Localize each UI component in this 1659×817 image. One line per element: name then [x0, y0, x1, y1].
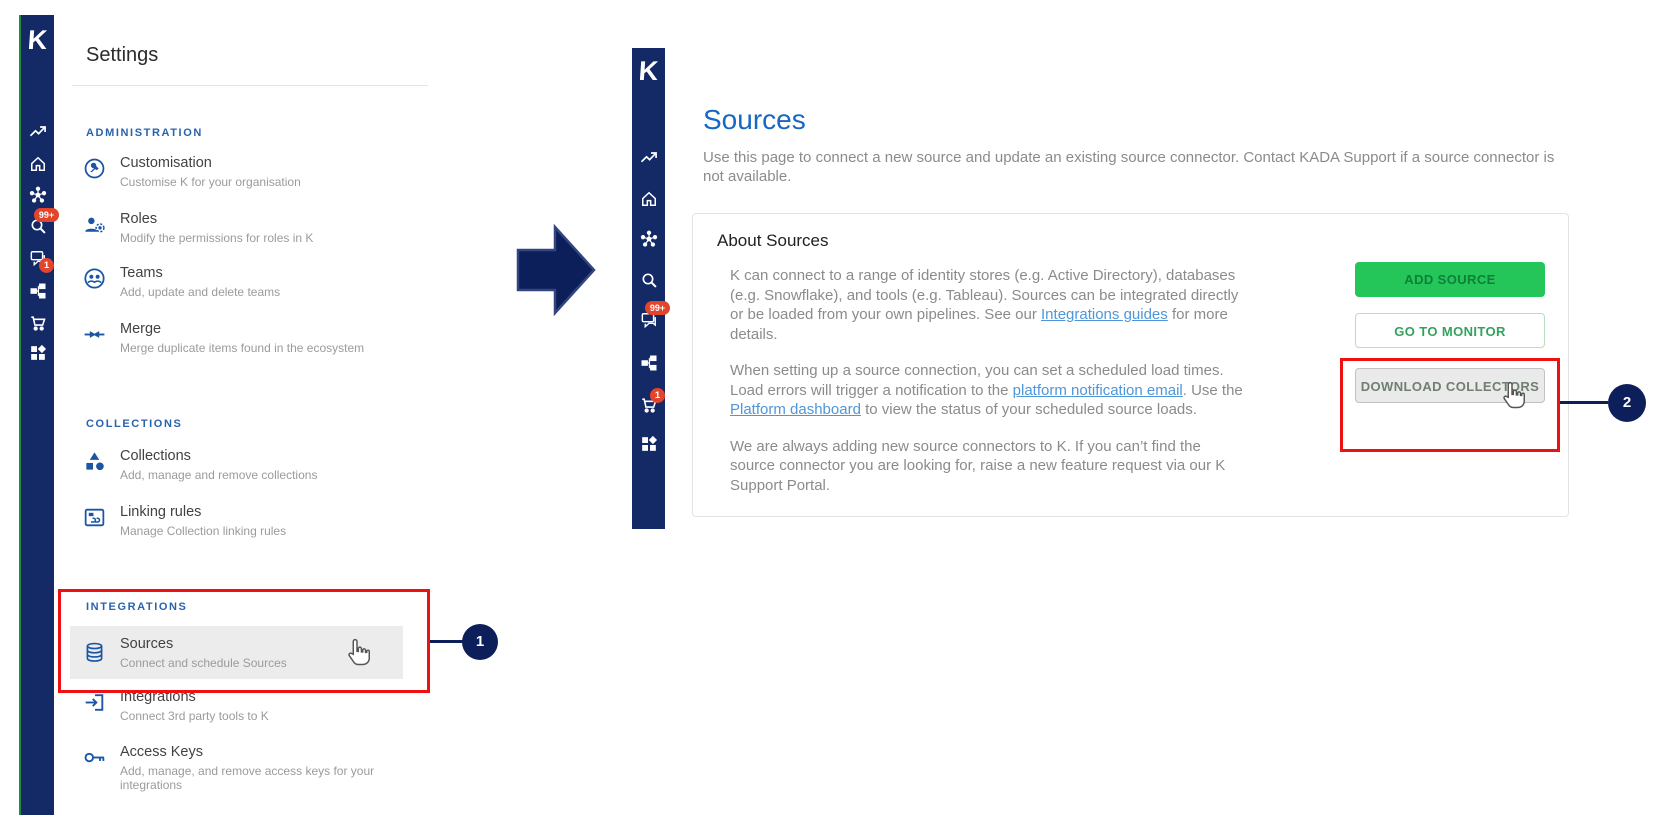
merge-icon — [82, 322, 107, 347]
trending-icon[interactable] — [28, 122, 48, 142]
integrations-icon — [82, 690, 107, 715]
hierarchy-icon[interactable] — [639, 353, 659, 373]
menu-item-linking-rules[interactable] — [70, 504, 403, 538]
callout-2: 2 — [1608, 384, 1646, 422]
menu-item-integrations[interactable] — [70, 689, 403, 723]
trending-icon[interactable] — [639, 148, 659, 168]
left-nav-rail — [19, 15, 54, 815]
sources-page-title: Sources — [703, 104, 806, 135]
paragraph-text: to view the status of your scheduled source loads. — [860, 401, 1197, 418]
customisation-icon — [82, 156, 107, 181]
home-icon[interactable] — [28, 154, 48, 174]
k-logo: K — [637, 56, 660, 86]
callout-line-1 — [430, 640, 464, 643]
integrations-guides-link[interactable]: Integrations guides — [1041, 306, 1168, 323]
highlight-box-2 — [1340, 358, 1560, 452]
right-nav-rail — [632, 48, 665, 529]
menu-item-roles[interactable] — [70, 211, 403, 245]
search-icon[interactable] — [639, 270, 659, 290]
section-collections: COLLECTIONS — [86, 418, 183, 430]
widgets-icon[interactable] — [639, 434, 659, 454]
about-sources-title: About Sources — [717, 231, 829, 250]
callout-line-2 — [1560, 401, 1608, 404]
menu-item-subtitle: Add, update and delete teams — [120, 285, 281, 299]
k-logo: K — [26, 25, 49, 55]
settings-title: Settings — [86, 44, 159, 66]
menu-item-title: Integrations — [120, 689, 196, 705]
paragraph-text: . Use the — [1182, 381, 1243, 399]
menu-item-subtitle: Add, manage, and remove access keys for your integrations — [120, 764, 375, 792]
menu-item-subtitle: Manage Collection linking rules — [120, 524, 287, 538]
menu-item-subtitle: Merge duplicate items found in the ecosystem — [120, 341, 365, 355]
section-administration: ADMINISTRATION — [86, 127, 203, 139]
menu-item-subtitle: Connect 3rd party tools to K — [120, 709, 269, 723]
home-icon[interactable] — [639, 189, 659, 209]
hub-icon[interactable] — [28, 185, 48, 205]
menu-item-subtitle: Customise K for your organisation — [120, 175, 301, 189]
about-paragraph-2 — [730, 361, 1248, 420]
platform-notification-email-link[interactable]: platform notification email — [1012, 381, 1183, 399]
teams-icon — [82, 266, 107, 291]
roles-icon — [82, 212, 107, 237]
menu-item-title: Linking rules — [120, 504, 202, 520]
menu-item-title: Collections — [120, 448, 191, 464]
about-paragraph-1 — [730, 266, 1248, 344]
go-to-monitor-button[interactable]: GO TO MONITOR — [1355, 313, 1545, 348]
cart-badge: 1 — [650, 388, 665, 403]
menu-item-title: Access Keys — [120, 744, 203, 760]
cart-badge: 1 — [39, 258, 54, 273]
step-arrow — [512, 220, 602, 325]
hierarchy-icon[interactable] — [28, 281, 48, 301]
menu-item-collections[interactable] — [70, 448, 403, 482]
menu-item-access-keys[interactable] — [70, 744, 403, 792]
linking-rules-icon — [82, 505, 107, 530]
menu-item-title: Customisation — [120, 155, 212, 171]
access-keys-icon — [82, 745, 107, 770]
menu-item-title: Merge — [120, 321, 162, 337]
paragraph-text: K can connect to a range of identity stores (e.g. Active Directory), databases (e.g. Snowflake), and tools (e.g. Tableau). Sources can be integrated directly or be loaded from your own pipelines. See our — [730, 267, 1239, 323]
section-integrations: INTEGRATIONS — [86, 601, 188, 613]
paragraph-text: for more details. — [730, 306, 1228, 343]
highlight-box-1 — [58, 589, 430, 693]
menu-item-title: Sources — [120, 636, 174, 652]
chat-badge: 99+ — [645, 301, 670, 315]
hub-icon[interactable] — [639, 229, 659, 249]
menu-item-subtitle: Add, manage and remove collections — [120, 468, 318, 482]
about-paragraph-3: We are always adding new source connectors to K. If you can’t find the source connector you are looking for, raise a new feature request via our K Support Portal. — [730, 437, 1226, 494]
add-source-button[interactable]: ADD SOURCE — [1355, 262, 1545, 297]
callout-1: 1 — [462, 624, 498, 660]
chat-badge: 99+ — [34, 208, 59, 222]
menu-item-title: Teams — [120, 265, 163, 281]
menu-item-teams[interactable] — [70, 265, 403, 299]
platform-dashboard-link[interactable]: Platform dashboard — [730, 401, 861, 418]
sources-page-description: Use this page to connect a new source and update an existing source connector. Contact KADA Support if a source connector is not available. — [703, 149, 1555, 185]
menu-item-merge[interactable] — [70, 321, 403, 355]
menu-item-customisation[interactable] — [70, 155, 403, 189]
menu-item-subtitle: Connect and schedule Sources — [120, 656, 287, 670]
widgets-icon[interactable] — [28, 343, 48, 363]
about-sources-body — [730, 266, 1248, 512]
cart-icon[interactable] — [28, 313, 48, 333]
divider — [72, 85, 428, 86]
collections-icon — [82, 449, 107, 474]
download-collectors-button[interactable]: DOWNLOAD COLLECTORS — [1355, 368, 1545, 403]
menu-item-title: Roles — [120, 211, 158, 227]
paragraph-text: When setting up a source connection, you can set a scheduled load times. Load errors will trigger a notification to the — [730, 362, 1224, 399]
menu-item-subtitle: Modify the permissions for roles in K — [120, 231, 314, 245]
